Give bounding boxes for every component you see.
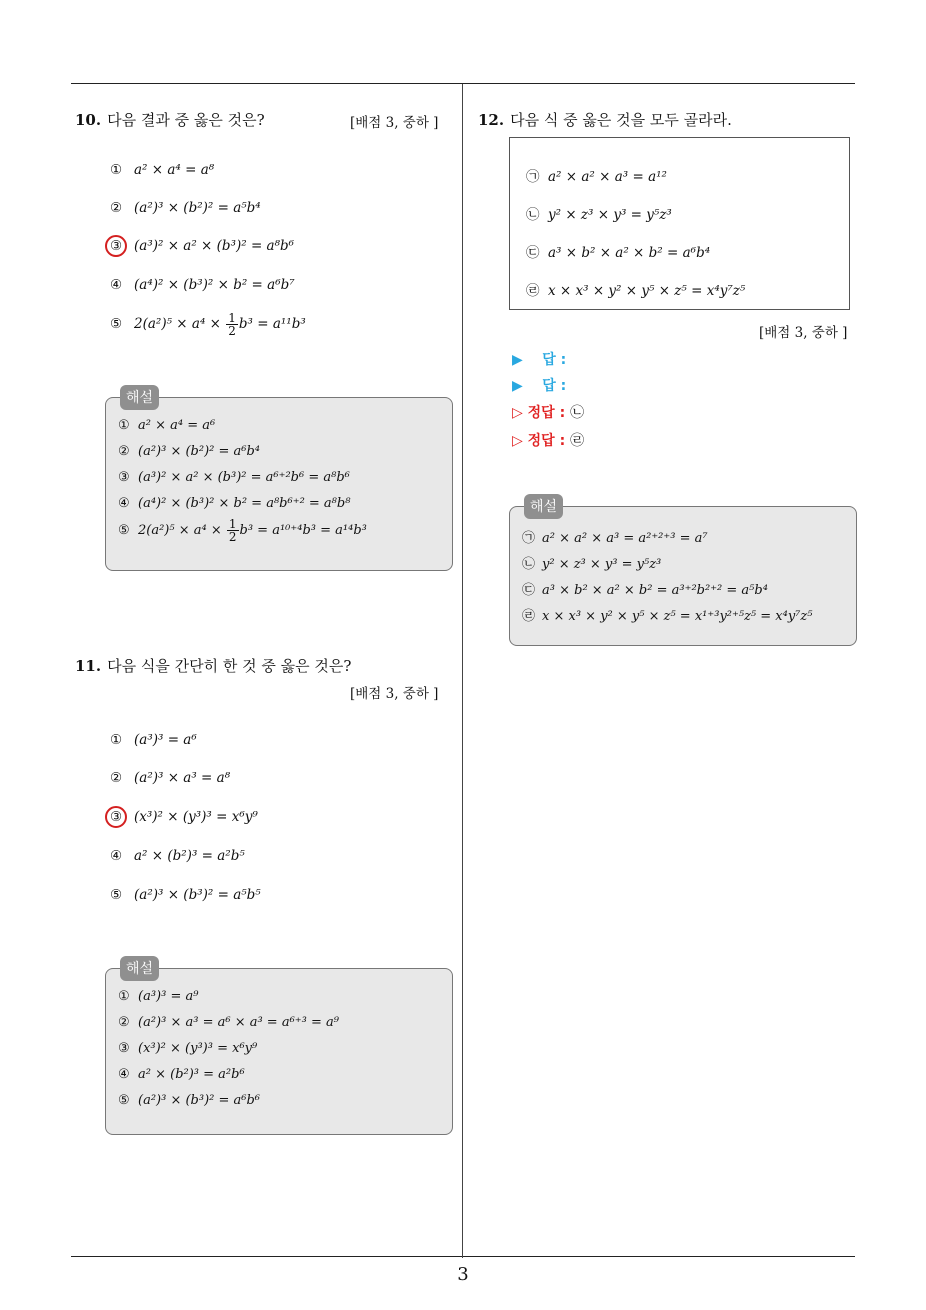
q11-option-5[interactable]: ⑤ (a²)³ × (b³)² = a⁵b⁵ (110, 887, 261, 903)
q10-option-4[interactable]: ④ (a⁴)² × (b³)² × b² = a⁶b⁷ (110, 277, 295, 293)
play-icon: ▶ (512, 378, 523, 394)
q12-explain-2: ㉡ y² × z³ × y³ = y⁵z³ (522, 557, 662, 572)
q12-answer-blank-1[interactable]: ▶ 답 : (512, 352, 567, 368)
q10-score: [배점 3, 중하 ] (350, 115, 439, 131)
q10-option-3[interactable]: ③ (a³)² × a² × (b³)² = a⁸b⁶ (110, 238, 295, 254)
q10-option-5[interactable]: ⑤ 2(a²)⁵ × a⁴ × $\frac{1}{2}$ b³ = a¹¹b³ (110, 311, 306, 338)
q11-explain-5: ⑤ (a²)³ × (b³)² = a⁶b⁶ (118, 1093, 261, 1108)
q12-item-3: ㉢ a³ × b² × a² × b² = a⁶b⁴ (526, 245, 711, 261)
q10-explanation-box (105, 390, 453, 571)
q10-explain-2: ② (a²)³ × (b²)² = a⁶b⁴ (118, 444, 261, 459)
q11-number: 11. (75, 657, 102, 675)
q12-item-2: ㉡ y² × z³ × y³ = y⁵z³ (526, 207, 672, 223)
bottom-rule (71, 1256, 855, 1257)
q11-selected-mark (105, 806, 127, 828)
q11-explanation-box (105, 961, 453, 1135)
q11-option-2[interactable]: ② (a²)³ × a³ = a⁸ (110, 770, 231, 786)
explanation-tag: 해설 (120, 385, 159, 410)
q12-item-4: ㉣ x × x³ × y² × y⁵ × z⁵ = x⁴y⁷z⁵ (526, 283, 746, 299)
q12-items-frame (509, 137, 850, 310)
q11-title (75, 655, 351, 676)
q10-selected-mark (105, 235, 127, 257)
q11-explain-3: ③ (x³)² × (y³)³ = x⁶y⁹ (118, 1041, 258, 1056)
q11-explain-4: ④ a² × (b²)³ = a²b⁶ (118, 1067, 245, 1082)
explanation-tag: 해설 (120, 956, 159, 981)
play-icon: ▶ (512, 352, 523, 368)
q12-correct-answer-1: ▷ 정답 : ㉡ (512, 405, 585, 421)
q12-text: 다음 식 중 옳은 것을 모두 골라라. (510, 111, 732, 129)
q12-answer-blank-2[interactable]: ▶ 답 : (512, 378, 567, 394)
q11-explain-1: ① (a³)³ = a⁹ (118, 989, 199, 1004)
q12-title (478, 109, 732, 130)
q11-text: 다음 식을 간단히 한 것 중 옳은 것은? (107, 657, 352, 675)
q11-option-3[interactable]: ③ (x³)² × (y³)³ = x⁶y⁹ (110, 809, 258, 825)
q12-item-1: ㉠ a² × a² × a³ = a¹² (526, 169, 667, 185)
q10-number: 10. (75, 111, 102, 129)
page-number: 3 (457, 1264, 469, 1285)
q10-explain-1: ① a² × a⁴ = a⁶ (118, 418, 216, 433)
q12-explain-1: ㉠ a² × a² × a³ = a²⁺²⁺³ = a⁷ (522, 531, 708, 546)
q12-explain-3: ㉢ a³ × b² × a² × b² = a³⁺²b²⁺² = a⁵b⁴ (522, 583, 768, 598)
q12-score: [배점 3, 중하 ] (759, 325, 848, 341)
explanation-tag: 해설 (524, 494, 563, 519)
q10-option-1[interactable]: ① a² × a⁴ = a⁸ (110, 162, 215, 178)
triangle-outline-icon: ▷ (512, 405, 523, 421)
q10-option-2[interactable]: ② (a²)³ × (b²)² = a⁵b⁴ (110, 200, 261, 216)
fraction: $\frac{1}{2}$ (228, 311, 236, 338)
triangle-outline-icon: ▷ (512, 433, 523, 449)
q12-explanation-box (509, 499, 857, 646)
q10-text: 다음 결과 중 옳은 것은? (107, 111, 265, 129)
top-rule (71, 83, 855, 84)
q11-explain-2: ② (a²)³ × a³ = a⁶ × a³ = a⁶⁺³ = a⁹ (118, 1015, 339, 1030)
q12-number: 12. (478, 111, 505, 129)
q11-option-1[interactable]: ① (a³)³ = a⁶ (110, 732, 197, 748)
q11-score: [배점 3, 중하 ] (350, 686, 439, 702)
q12-correct-answer-2: ▷ 정답 : ㉣ (512, 433, 585, 449)
q11-option-4[interactable]: ④ a² × (b²)³ = a²b⁵ (110, 848, 245, 864)
fraction: $\frac{1}{2}$ (228, 517, 237, 544)
q10-title (75, 109, 265, 130)
q10-explain-4: ④ (a⁴)² × (b³)² × b² = a⁸b⁶⁺² = a⁸b⁸ (118, 496, 351, 511)
column-divider (462, 84, 463, 1258)
q10-explain-3: ③ (a³)² × a² × (b³)² = a⁶⁺²b⁶ = a⁸b⁶ (118, 470, 350, 485)
q10-explain-5: ⑤ 2(a²)⁵ × a⁴ × $\frac{1}{2}$ b³ = a¹⁰⁺⁴b³ = a¹⁴b³ (118, 517, 367, 544)
q12-explain-4: ㉣ x × x³ × y² × y⁵ × z⁵ = x¹⁺³y²⁺⁵z⁵ = x⁴y⁷z⁵ (522, 609, 813, 624)
